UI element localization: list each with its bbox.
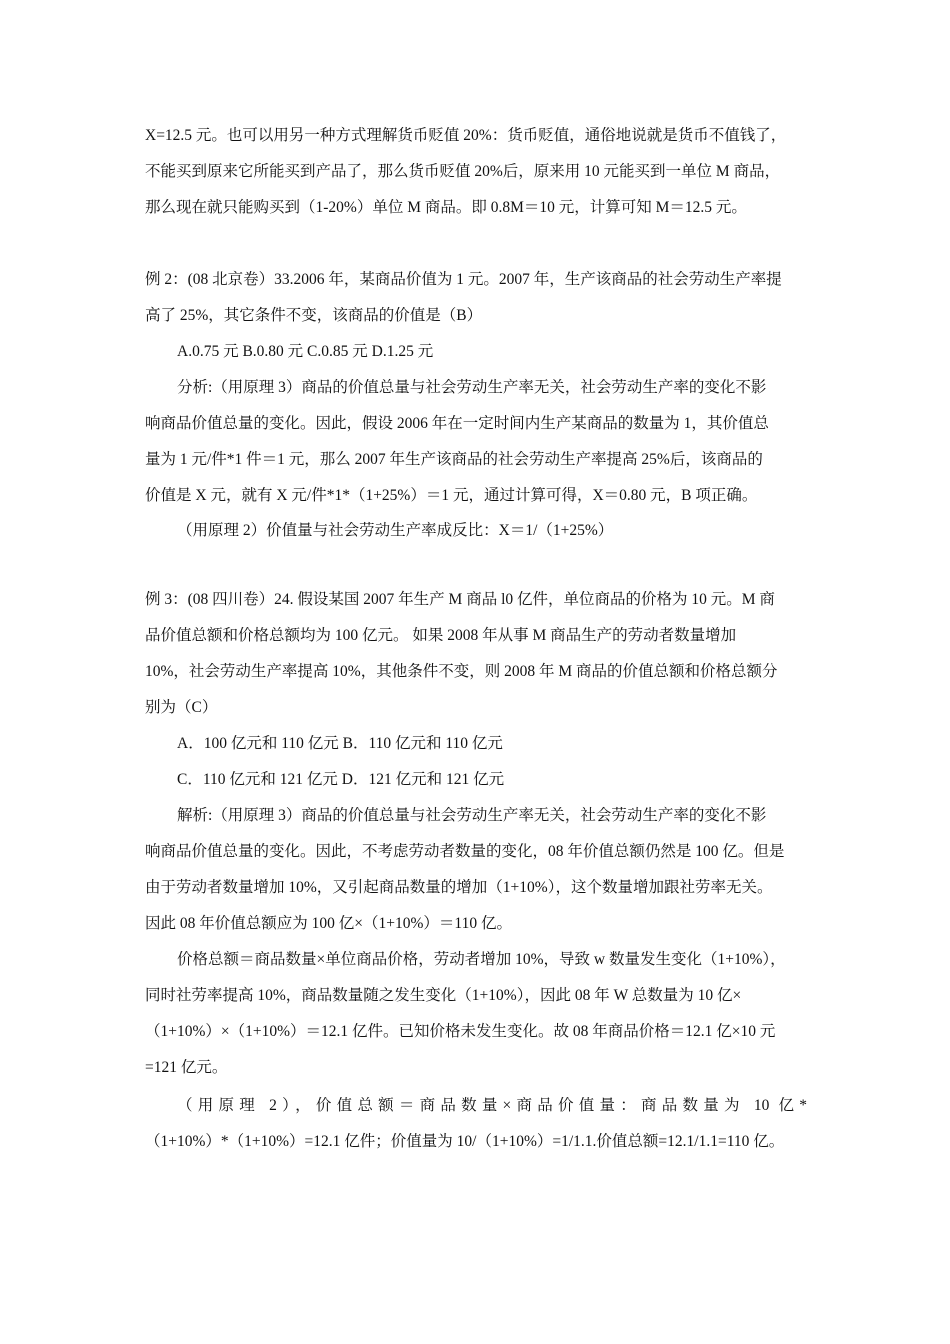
text-line: =121 亿元。 (145, 1059, 228, 1076)
principle-line: （用原理 2），价值总额＝商品数量×商品价值量：商品数量为 10 亿* (177, 1097, 807, 1114)
answer-options: C．110 亿元和 121 亿元 D．121 亿元和 121 亿元 (177, 771, 505, 788)
answer-options: A.0.75 元 B.0.80 元 C.0.85 元 D.1.25 元 (177, 343, 434, 360)
text-line: 别为（C） (145, 699, 218, 716)
text-line: X=12.5 元。也可以用另一种方式理解货币贬值 20%：货币贬值，通俗地说就是货币不值钱了， (145, 127, 787, 144)
answer-options: A．100 亿元和 110 亿元 B．110 亿元和 110 亿元 (177, 735, 503, 752)
text-line: （1+10%）*（1+10%）=12.1 亿件；价值量为 10/（1+10%）=1/1.1.价值总额=12.1/1.1=110 亿。 (145, 1133, 785, 1150)
example-2-heading: 例 2：(08 北京卷）33.2006 年，某商品价值为 1 元。2007 年，生产该商品的社会劳动生产率提 (145, 271, 782, 288)
text-line: 量为 1 元/件*1 件＝1 元，那么 2007 年生产该商品的社会劳动生产率提高 25%后，该商品的 (145, 451, 763, 468)
text-line: 那么现在就只能购买到（1-20%）单位 M 商品。即 0.8M＝10 元，计算可知 M＝12.5 元。 (145, 199, 747, 216)
text-line: 由于劳动者数量增加 10%，又引起商品数量的增加（1+10%），这个数量增加跟社劳率无关。 (145, 879, 773, 896)
example-3-heading: 例 3：(08 四川卷）24. 假设某国 2007 年生产 M 商品 l0 亿件，单位商品的价格为 10 元。M 商 (145, 591, 775, 608)
text-line: 不能买到原来它所能买到产品了，那么货币贬值 20%后，原来用 10 元能买到一单位 M 商品， (145, 163, 781, 180)
analysis-line: 分析:（用原理 3）商品的价值总量与社会劳动生产率无关，社会劳动生产率的变化不影 (177, 379, 767, 396)
analysis-line: 解析:（用原理 3）商品的价值总量与社会劳动生产率无关，社会劳动生产率的变化不影 (177, 807, 767, 824)
text-line: 高了 25%，其它条件不变，该商品的价值是（B） (145, 307, 483, 324)
text-line: 价值是 X 元，就有 X 元/件*1*（1+25%）＝1 元，通过计算可得，X＝0.80 元，B 项正确。 (145, 487, 758, 504)
text-line: 品价值总额和价格总额均为 100 亿元。 如果 2008 年从事 M 商品生产的劳动者数量增加 (145, 627, 737, 644)
text-line: 同时社劳率提高 10%，商品数量随之发生变化（1+10%），因此 08 年 W 总数量为 10 亿× (145, 987, 742, 1004)
text-line: 响商品价值总量的变化。因此，不考虑劳动者数量的变化，08 年价值总额仍然是 100 亿。但是 (145, 843, 785, 860)
text-line: 响商品价值总量的变化。因此，假设 2006 年在一定时间内生产某商品的数量为 1，其价值总 (145, 415, 769, 432)
text-line: 因此 08 年价值总额应为 100 亿×（1+10%）＝110 亿。 (145, 915, 512, 932)
principle-line: （用原理 2）价值量与社会劳动生产率成反比：X＝1/（1+25%） (177, 522, 614, 539)
text-line: 10%，社会劳动生产率提高 10%，其他条件不变，则 2008 年 M 商品的价值总额和价格总额分 (145, 663, 778, 680)
text-line: （1+10%）×（1+10%）＝12.1 亿件。已知价格未发生变化。故 08 年商品价格＝12.1 亿×10 元 (145, 1023, 776, 1040)
text-line: 价格总额＝商品数量×单位商品价格，劳动者增加 10%，导致 w 数量发生变化（1+10%）， (177, 951, 786, 968)
